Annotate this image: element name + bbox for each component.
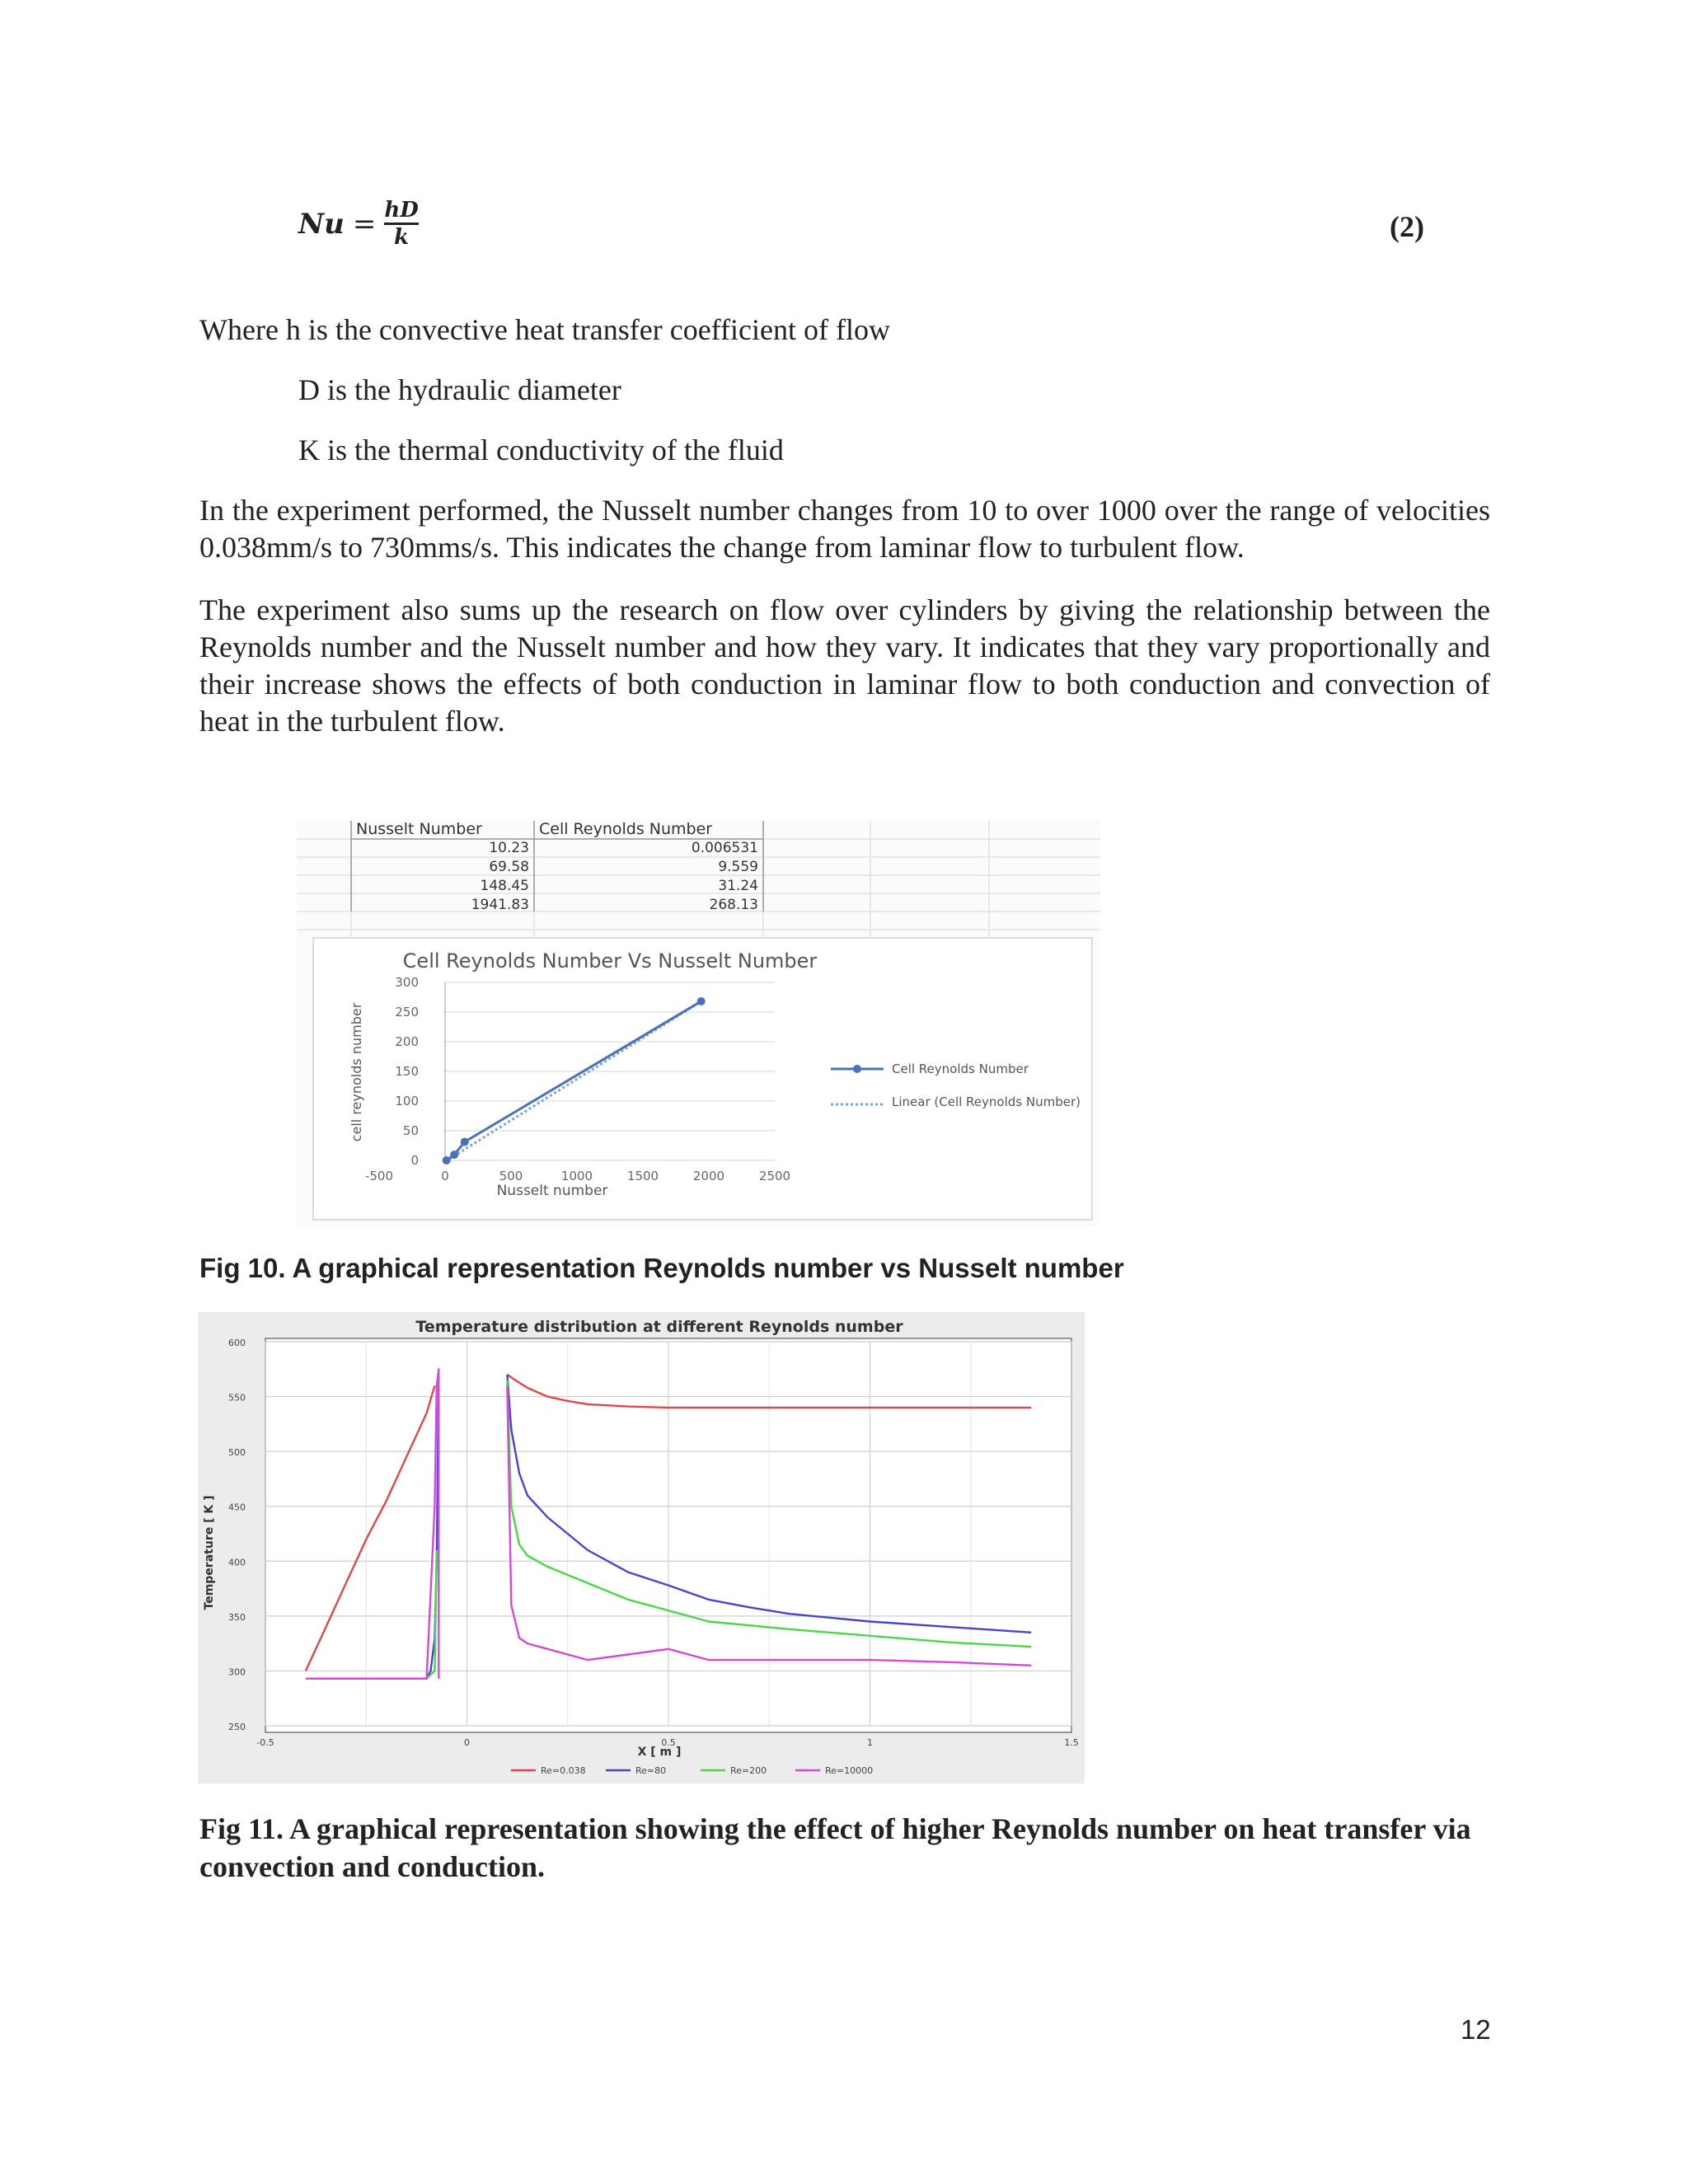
table-cell: 9.559 xyxy=(718,859,758,875)
chart1-ytick-label: 50 xyxy=(402,1123,419,1138)
where-line-1: Where h is the convective heat transfer coefficient of flow xyxy=(199,313,890,346)
equation-fraction xyxy=(384,198,418,250)
table-cell: 0.006531 xyxy=(691,840,758,856)
fig11-caption: Fig 11. A graphical representation showing the effect of higher Reynolds number on heat transfer via convection and conduction. xyxy=(199,1812,1471,1883)
table-header-nusselt: Nusselt Number xyxy=(356,821,482,838)
chart2-legend-label: Re=200 xyxy=(730,1765,767,1776)
equation xyxy=(298,198,419,250)
chart2-ylabel: Temperature [ K ] xyxy=(203,1495,216,1610)
chart1-xtick-label: 1000 xyxy=(560,1169,593,1183)
paragraph-2: The experiment also sums up the research on flow over cylinders by giving the relationship between the Reynolds number and the Nusselt number and how they vary. It indicates that they vary proportionally and their increase shows the effects of both conduction in laminar flow to both conduction and convection of heat in the turbulent flow. xyxy=(199,593,1490,738)
chart2-legend-label: Re=0.038 xyxy=(541,1765,586,1776)
chart1-xtick-label: -500 xyxy=(364,1169,394,1183)
chart1-legend-series-label: Cell Reynolds Number xyxy=(892,1062,1029,1076)
chart2-ytick-label: 350 xyxy=(228,1611,246,1623)
chart2-legend-label: Re=80 xyxy=(635,1765,667,1776)
chart1-ytick-label: 200 xyxy=(395,1034,419,1049)
chart2-ytick-label: 450 xyxy=(228,1502,246,1513)
chart1-xtick-label: 0 xyxy=(441,1169,449,1183)
chart2-xtick-label: 1 xyxy=(867,1737,873,1748)
chart1-data-point xyxy=(450,1151,458,1159)
fig11-figure xyxy=(198,1312,1085,1783)
equation-equals: = xyxy=(352,207,377,241)
chart1-legend-series-marker xyxy=(853,1065,861,1073)
table-cell: 148.45 xyxy=(480,878,529,894)
chart2-legend-label: Re=10000 xyxy=(825,1765,874,1776)
table-cell: 31.24 xyxy=(718,878,758,894)
chart2-ytick-label: 250 xyxy=(228,1722,246,1732)
chart2-ytick-label: 550 xyxy=(228,1392,246,1404)
chart1-xtick-label: 2500 xyxy=(758,1169,791,1183)
page-number: 12 xyxy=(1461,2014,1491,2045)
chart1-xtick-label: 2000 xyxy=(692,1169,725,1183)
chart1-title: Cell Reynolds Number Vs Nusselt Number xyxy=(402,949,818,972)
chart2-xtick-label: 1.5 xyxy=(1064,1737,1079,1748)
chart2-ytick-label: 500 xyxy=(228,1447,246,1459)
chart2-ytick-label: 300 xyxy=(228,1666,246,1678)
chart2-title: Temperature distribution at different Reynolds number xyxy=(415,1318,903,1336)
chart2-ytick-label: 600 xyxy=(228,1338,246,1348)
chart2-ytick-label: 400 xyxy=(228,1557,246,1568)
table-header-reynolds: Cell Reynolds Number xyxy=(539,821,713,838)
chart2-xtick-label: 0.5 xyxy=(661,1737,676,1748)
chart1-xlabel: Nusselt number xyxy=(496,1183,608,1199)
chart1-ytick-label: 0 xyxy=(410,1153,419,1168)
chart1-ytick-label: 300 xyxy=(395,975,419,990)
chart1-ytick-label: 100 xyxy=(395,1094,419,1108)
chart1-data-point xyxy=(697,997,706,1005)
table-cell: 1941.83 xyxy=(471,897,529,913)
where-line-3: K is the thermal conductivity of the fluid xyxy=(298,434,784,466)
table-cell: 69.58 xyxy=(489,859,529,875)
equation-numerator: hD xyxy=(384,198,419,223)
chart1-legend-linear-label: Linear (Cell Reynolds Number) xyxy=(892,1094,1081,1109)
equation-number: (2) xyxy=(1390,210,1424,243)
where-line-2: D is the hydraulic diameter xyxy=(298,373,621,406)
equation-lhs: Nu xyxy=(298,207,345,241)
chart2-xlabel: X [ m ] xyxy=(637,1746,682,1759)
chart1-data-point xyxy=(461,1138,469,1146)
chart1-xtick-label: 1500 xyxy=(626,1169,659,1183)
equation-denominator: k xyxy=(394,225,410,250)
chart1-ytick-label: 250 xyxy=(395,1005,419,1019)
chart1-ytick-label: 150 xyxy=(395,1064,419,1079)
paragraph-1: In the experiment performed, the Nusselt number changes from 10 to over 1000 over the range of velocities 0.038mm/s to 730mms/s. This indicates the change from laminar flow to turbulent flow. xyxy=(199,494,1490,564)
fig10-figure xyxy=(297,821,1100,1226)
chart1-data-point xyxy=(443,1156,451,1165)
chart1-xtick-label: 500 xyxy=(499,1169,523,1183)
chart1-ylabel: cell reynolds number xyxy=(349,1002,364,1142)
table-cell: 268.13 xyxy=(709,897,758,913)
table-cell: 10.23 xyxy=(489,840,529,856)
fig10-caption: Fig 10. A graphical representation Reynolds number vs Nusselt number xyxy=(199,1253,1124,1283)
chart2-xtick-label: 0 xyxy=(464,1737,470,1748)
chart2-xtick-label: -0.5 xyxy=(256,1737,274,1748)
